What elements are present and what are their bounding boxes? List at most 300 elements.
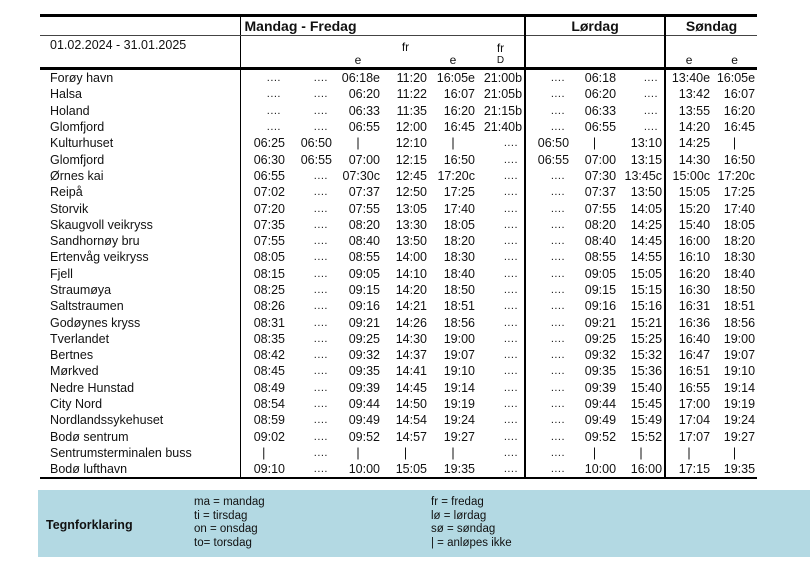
skip-marker: | [240, 445, 287, 461]
no-service: .... [503, 430, 519, 443]
table-row [40, 461, 757, 478]
table-row [40, 380, 757, 396]
departure-time: 09:25 [348, 331, 380, 346]
no-service: .... [313, 202, 328, 215]
departure-time: 21:05b [483, 87, 523, 102]
departure-time: 07:35 [240, 217, 287, 233]
column-note-top: fr [401, 40, 410, 54]
departure-time: 08:54 [240, 396, 287, 412]
table-row [40, 184, 757, 200]
no-service: .... [503, 332, 519, 345]
no-service: .... [525, 314, 571, 330]
departure-time: 17:40 [443, 201, 475, 216]
no-service: .... [503, 300, 519, 313]
timetable [40, 14, 757, 479]
departure-time: 08:59 [240, 412, 287, 428]
departure-time: 07:20 [240, 200, 287, 216]
departure-time: 15:40 [630, 380, 663, 395]
no-service: .... [643, 121, 659, 134]
departure-time: 14:41 [395, 364, 427, 379]
column-note [334, 36, 382, 69]
departure-time: 14:30 [395, 331, 427, 346]
departure-time: 16:55 [665, 380, 712, 396]
departure-time: 09:52 [584, 429, 617, 444]
no-service: .... [503, 251, 519, 264]
stop-name: Glomfjord [50, 152, 105, 167]
departure-time: 09:21 [348, 315, 380, 330]
departure-time: 14:00 [395, 250, 427, 265]
departure-time: 21:00b [483, 71, 523, 86]
column-note-bottom: e [685, 53, 693, 67]
departure-time: 08:45 [240, 363, 287, 379]
departure-time: 19:24 [443, 413, 475, 428]
column-note-bottom: e [354, 53, 362, 67]
departure-time: 06:50 [525, 135, 571, 151]
departure-time: 13:50 [395, 234, 427, 249]
departure-time: 13:55 [665, 103, 712, 119]
column-note [525, 36, 571, 69]
departure-time: 07:55 [348, 201, 380, 216]
departure-time: 17:20c [717, 168, 756, 183]
column-note [712, 36, 757, 69]
stop-name: Sandhornøy bru [50, 234, 140, 249]
departure-time: 09:39 [348, 380, 380, 395]
no-service: .... [313, 88, 328, 101]
departure-time: 09:44 [348, 397, 380, 412]
departure-time: 08:31 [240, 314, 287, 330]
departure-time: 09:49 [584, 413, 617, 428]
no-service: .... [503, 284, 519, 296]
departure-time: 15:16 [630, 299, 663, 314]
no-service: .... [643, 88, 659, 101]
departure-time: 07:00 [348, 152, 380, 167]
departure-time: 19:35 [429, 461, 477, 478]
departure-time: 10:00 [334, 461, 382, 478]
departure-time: 09:15 [348, 283, 380, 297]
departure-time: 09:05 [348, 266, 380, 281]
column-note [429, 36, 477, 69]
departure-time: 08:20 [348, 217, 380, 232]
no-service: .... [525, 200, 571, 216]
departure-time: 11:35 [396, 103, 427, 118]
skip-marker: | [732, 136, 737, 151]
departure-time: 09:32 [584, 348, 617, 363]
departure-time: 14:05 [630, 201, 663, 216]
departure-time: 19:07 [443, 348, 475, 363]
table-row [40, 347, 757, 363]
no-service: .... [503, 153, 519, 166]
stop-name: Bodø lufthavn [40, 461, 240, 478]
departure-time: 17:20c [437, 168, 475, 183]
departure-time: 13:30 [395, 217, 427, 232]
sunday-header: Søndag [665, 16, 757, 36]
departure-time: 08:40 [348, 234, 380, 249]
departure-time: 17:25 [443, 185, 475, 200]
legend-item: lø = lørdag [431, 509, 487, 522]
departure-time: 06:55 [525, 151, 571, 167]
stop-name: Fjell [50, 266, 73, 281]
column-note [287, 36, 334, 69]
no-service: .... [525, 363, 571, 379]
departure-time: 14:26 [395, 315, 427, 330]
departure-time: 18:50 [443, 283, 475, 297]
column-notes-row [40, 36, 757, 69]
departure-time: 18:40 [723, 266, 756, 281]
no-service: .... [503, 186, 519, 199]
departure-time: 07:37 [584, 185, 617, 200]
departure-time: 18:51 [443, 299, 475, 314]
no-service: .... [503, 381, 519, 394]
no-service: .... [503, 365, 519, 378]
no-service: .... [313, 414, 328, 427]
stop-name: Saltstraumen [50, 299, 124, 314]
departure-time: 06:33 [584, 103, 617, 118]
no-service: .... [313, 316, 328, 329]
table-row [40, 314, 757, 330]
stop-name: Bertnes [50, 348, 94, 363]
departure-time: 14:45 [395, 380, 427, 395]
departure-time: 06:55 [240, 168, 287, 184]
departure-time: 13:05 [395, 201, 427, 216]
departure-time: 16:50 [443, 152, 475, 167]
skip-marker: | [356, 136, 360, 151]
column-note [382, 36, 429, 69]
column-note-bottom: D [496, 55, 505, 66]
column-note [240, 36, 287, 69]
no-service: .... [313, 430, 328, 443]
departure-time: 07:55 [584, 201, 617, 216]
departure-time: 16:20 [665, 266, 712, 282]
departure-time: 09:44 [584, 397, 617, 412]
validity-period: 01.02.2024 - 31.01.2025 [40, 36, 240, 69]
no-service: .... [313, 186, 328, 199]
no-service: .... [313, 381, 328, 394]
no-service: .... [503, 137, 519, 150]
table-row [40, 412, 757, 428]
no-service: .... [503, 446, 519, 459]
departure-time: 16:45 [723, 120, 756, 135]
departure-time: 14:10 [395, 266, 427, 281]
legend-item: fr = fredag [431, 496, 484, 508]
table-row [40, 103, 757, 119]
departure-time: 09:10 [240, 461, 287, 478]
no-service: .... [525, 331, 571, 347]
departure-time: 09:39 [584, 380, 617, 395]
departure-time: 08:49 [240, 380, 287, 396]
skip-marker: | [356, 445, 360, 460]
departure-time: 10:00 [571, 461, 618, 478]
departure-time: 06:50 [300, 136, 332, 151]
departure-time: 07:02 [240, 184, 287, 200]
no-service: .... [313, 267, 328, 280]
table-row [40, 363, 757, 379]
no-service: .... [240, 103, 287, 119]
departure-time: 16:40 [665, 331, 712, 347]
stop-name: Mørkved [50, 364, 99, 379]
departure-time: 14:20 [665, 119, 712, 135]
departure-time: 17:00 [665, 396, 712, 412]
departure-time: 06:18 [584, 71, 617, 86]
departure-time: 19:27 [443, 429, 475, 444]
skip-marker: | [665, 445, 712, 461]
departure-time: 08:40 [584, 234, 617, 249]
departure-time: 17:25 [723, 185, 756, 200]
departure-time: 09:21 [584, 315, 617, 330]
no-service: .... [525, 380, 571, 396]
no-service: .... [643, 104, 659, 117]
skip-marker: | [732, 445, 737, 460]
departure-time: 09:32 [348, 348, 380, 363]
no-service: .... [313, 121, 328, 134]
departure-time: 17:04 [665, 412, 712, 428]
skip-marker: | [592, 136, 597, 151]
stop-name: Reipå [50, 185, 83, 200]
no-service: .... [313, 218, 328, 231]
departure-time: 09:25 [584, 331, 617, 346]
departure-time: 06:18e [341, 71, 380, 86]
departure-time: 16:45 [443, 120, 475, 135]
departure-time: 13:15 [630, 152, 663, 167]
no-service: .... [313, 349, 328, 362]
no-service: .... [503, 349, 519, 362]
period-header-row [40, 16, 757, 36]
departure-time: 14:37 [395, 348, 427, 363]
no-service: .... [525, 298, 571, 314]
departure-time: 06:55 [584, 120, 617, 135]
column-note-bottom [618, 54, 664, 67]
table-row [40, 331, 757, 347]
no-service: .... [525, 396, 571, 412]
departure-time: 17:07 [665, 429, 712, 445]
departure-time: 13:42 [665, 86, 712, 102]
column-note [571, 36, 618, 69]
no-service: .... [525, 168, 571, 184]
departure-time: 17:40 [723, 201, 756, 216]
no-service: .... [643, 72, 659, 85]
stop-name: Kulturhuset [50, 136, 114, 151]
no-service: .... [503, 169, 519, 182]
departure-time: 19:35 [712, 461, 757, 478]
departure-time: 07:30c [342, 168, 380, 183]
departure-time: 06:33 [348, 103, 380, 118]
no-service: .... [313, 251, 328, 264]
departure-time: 16:47 [665, 347, 712, 363]
departure-time: 09:16 [584, 299, 617, 314]
departure-time: 08:42 [240, 347, 287, 363]
no-service: .... [313, 104, 328, 117]
legend-title: Tegnforklaring [46, 518, 133, 532]
departure-time: 19:19 [723, 397, 756, 412]
departure-time: 07:55 [240, 233, 287, 249]
departure-time: 21:15b [483, 103, 523, 118]
stop-name: Storvik [50, 201, 89, 216]
departure-time: 15:05 [382, 461, 429, 478]
departure-time: 16:36 [665, 314, 712, 330]
departure-time: 15:20 [665, 200, 712, 216]
departure-time: 08:55 [348, 250, 380, 265]
departure-time: 08:15 [240, 266, 287, 282]
table-row [40, 151, 757, 167]
no-service: .... [313, 169, 328, 182]
departure-time: 15:25 [630, 331, 663, 346]
no-service: .... [240, 119, 287, 135]
column-note-bottom [382, 54, 429, 67]
departure-time: 07:00 [584, 152, 617, 167]
table-row [40, 266, 757, 282]
departure-time: 14:25 [630, 217, 663, 232]
departure-time: 15:36 [630, 364, 663, 379]
no-service: .... [503, 414, 519, 427]
stop-name: Tverlandet [50, 331, 110, 346]
departure-time: 14:57 [395, 429, 427, 444]
departure-time: 18:50 [723, 283, 756, 297]
departure-time: 15:05 [665, 184, 712, 200]
departure-time: 18:30 [723, 250, 756, 265]
no-service: .... [313, 300, 328, 313]
departure-time: 06:55 [300, 152, 332, 167]
no-service: .... [313, 365, 328, 378]
departure-time: 15:45 [630, 397, 663, 412]
departure-time: 19:00 [443, 331, 475, 346]
departure-time: 16:31 [665, 298, 712, 314]
departure-time: 09:52 [348, 429, 380, 444]
no-service: .... [240, 69, 287, 87]
departure-time: 19:14 [723, 380, 756, 395]
table-row [40, 168, 757, 184]
skip-marker: | [451, 445, 455, 460]
departure-time: 15:05 [630, 266, 663, 281]
departure-time: 06:20 [348, 87, 380, 102]
column-note-bottom [287, 54, 334, 67]
stop-name: Godøynes kryss [50, 315, 141, 330]
departure-time: 16:05e [716, 71, 756, 86]
timetable-body [40, 69, 757, 479]
no-service: .... [525, 249, 571, 265]
departure-time: 19:00 [723, 331, 756, 346]
skip-marker: | [451, 136, 455, 151]
weekday-header: Mandag - Fredag [240, 16, 525, 36]
skip-marker: | [403, 445, 408, 460]
table-row [40, 429, 757, 445]
table-row [40, 69, 757, 87]
departure-time: 08:35 [240, 331, 287, 347]
departure-time: 15:15 [630, 283, 663, 297]
departure-time: 13:40e [665, 69, 712, 87]
departure-time: 09:02 [240, 429, 287, 445]
departure-time: 09:35 [348, 364, 380, 379]
departure-time: 12:45 [395, 168, 427, 183]
departure-time: 16:05e [436, 71, 475, 86]
stop-name: Glomfjord [50, 120, 105, 135]
departure-time: 18:05 [443, 217, 475, 232]
no-service: .... [503, 316, 519, 329]
no-service: .... [525, 86, 571, 102]
no-service: .... [525, 217, 571, 233]
no-service: .... [240, 86, 287, 102]
skip-marker: | [592, 445, 597, 460]
departure-time: 08:20 [584, 217, 617, 232]
legend-column-days [194, 496, 265, 550]
no-service: .... [503, 218, 519, 231]
departure-time: 07:37 [348, 185, 380, 200]
departure-time: 16:00 [618, 461, 665, 478]
table-row [40, 298, 757, 314]
departure-time: 16:00 [665, 233, 712, 249]
stop-name: Nordlandssykehuset [50, 413, 164, 428]
departure-time: 18:05 [723, 217, 756, 232]
stop-name: City Nord [50, 397, 103, 412]
table-row [40, 445, 757, 461]
column-note-bottom [571, 54, 618, 67]
column-note [618, 36, 665, 69]
departure-time: 08:55 [584, 250, 617, 265]
stop-name: Halsa [50, 87, 82, 102]
departure-time: 16:07 [723, 87, 756, 102]
departure-time: 06:30 [240, 151, 287, 167]
departure-time: 18:30 [443, 250, 475, 265]
stop-name: Holand [50, 103, 90, 118]
no-service: .... [525, 461, 571, 478]
departure-time: 09:05 [584, 266, 617, 281]
stop-name: Nedre Hunstad [50, 380, 135, 395]
no-service: .... [525, 445, 571, 461]
departure-time: 15:40 [665, 217, 712, 233]
departure-time: 18:20 [723, 234, 756, 249]
departure-time: 11:22 [396, 87, 427, 102]
column-note-bottom: e [731, 53, 738, 67]
departure-time: 12:10 [395, 136, 427, 151]
departure-time: 13:45c [624, 168, 663, 183]
no-service: .... [503, 202, 519, 215]
departure-time: 14:30 [665, 151, 712, 167]
departure-time: 15:32 [630, 348, 663, 363]
departure-time: 12:00 [395, 120, 427, 135]
legend-item: ti = tirsdag [194, 509, 248, 522]
departure-time: 19:07 [723, 348, 756, 363]
departure-time: 14:21 [395, 299, 427, 314]
departure-time: 09:16 [348, 299, 380, 314]
stop-name: Ørnes kai [50, 168, 104, 183]
table-row [40, 135, 757, 151]
no-service: .... [525, 429, 571, 445]
departure-time: 14:20 [395, 283, 427, 297]
legend-item: ma = mandag [194, 496, 265, 508]
departure-time: 16:20 [443, 103, 475, 118]
departure-time: 14:50 [395, 397, 427, 412]
header-blank [40, 16, 240, 36]
no-service: .... [525, 282, 571, 298]
departure-time: 19:10 [443, 364, 475, 379]
table-row [40, 249, 757, 265]
departure-time: 18:56 [723, 315, 756, 330]
departure-time: 15:00c [665, 168, 712, 184]
departure-time: 18:51 [723, 299, 756, 314]
column-note [665, 36, 712, 69]
departure-time: 13:10 [630, 136, 663, 151]
no-service: .... [503, 267, 519, 280]
departure-time: 08:05 [240, 249, 287, 265]
no-service: .... [503, 398, 519, 411]
departure-time: 21:40b [483, 120, 523, 135]
no-service: .... [313, 284, 328, 296]
no-service: .... [525, 412, 571, 428]
departure-time: 13:50 [630, 185, 663, 200]
legend-item: sø = søndag [431, 523, 496, 535]
table-row [40, 200, 757, 216]
legend-item: to= torsdag [194, 536, 252, 549]
stop-name: Straumøya [50, 283, 112, 297]
departure-time: 16:51 [665, 363, 712, 379]
